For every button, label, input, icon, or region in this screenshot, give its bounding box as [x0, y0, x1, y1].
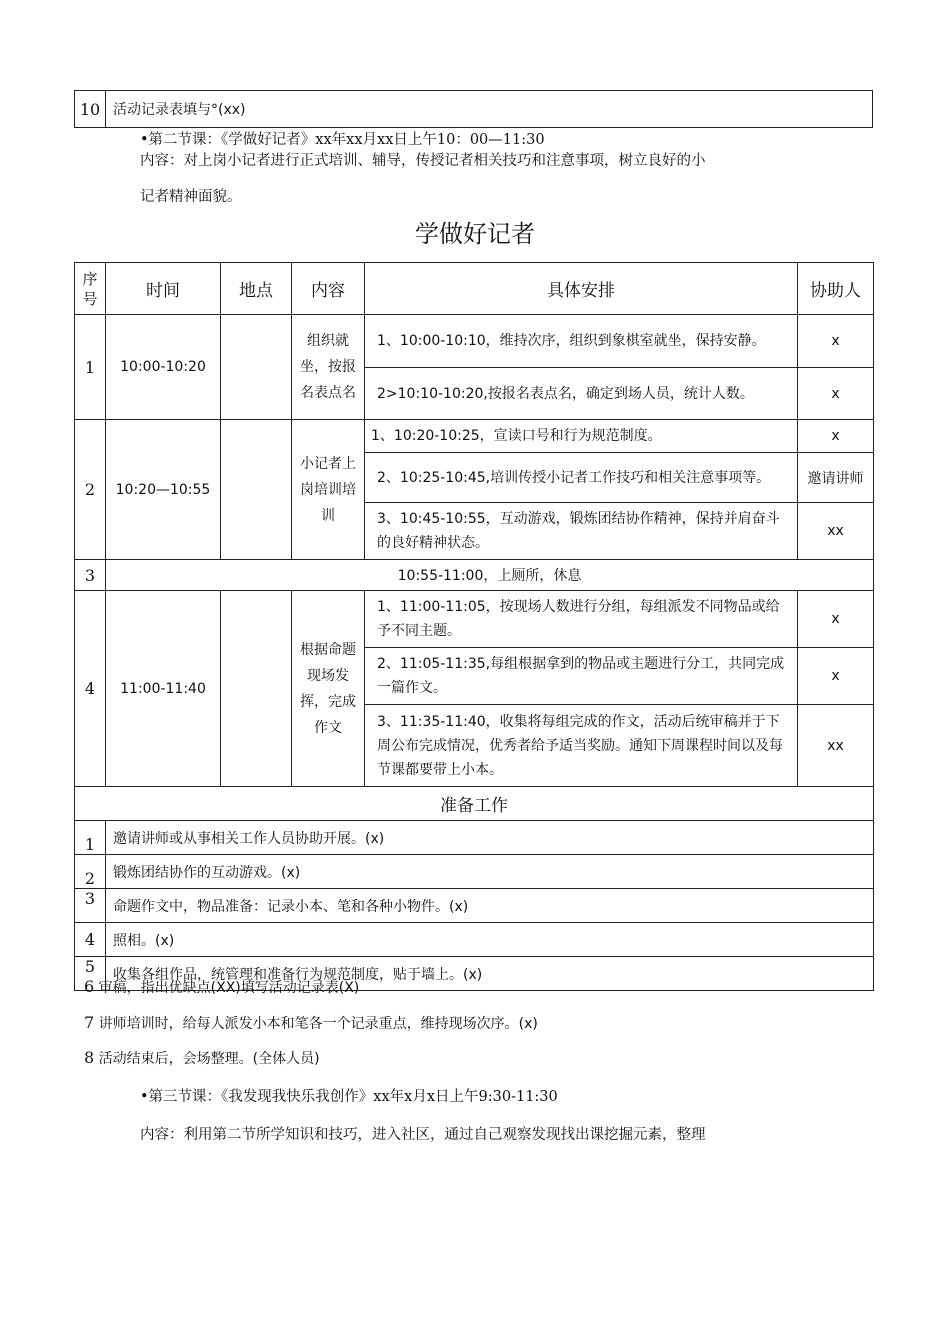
prep-title: 准备工作	[75, 787, 874, 821]
header-content: 内容	[292, 263, 365, 315]
group-time: 10:20—10:55	[106, 420, 221, 560]
group-place	[221, 315, 292, 420]
arrangement-item: 1、10:00-10:10，维持次序，组织到象棋室就坐，保持安静。	[365, 315, 798, 368]
group-place	[221, 591, 292, 787]
helper-cell: x	[798, 648, 874, 705]
header-no: 序号	[75, 263, 106, 315]
lesson3-content: 内容：利用第二节所学知识和技巧，进入社区，通过自己观察发现找出课挖掘元素，整理	[140, 1127, 706, 1143]
item-number: 7	[84, 1013, 95, 1032]
lesson3-line: •第三节课：《我发现我快乐我创作》xx年x月x日上午9:30-11:30	[140, 1089, 558, 1105]
helper-cell: 邀请讲师	[798, 453, 874, 503]
prep-text: 照相。(x)	[106, 923, 874, 957]
lesson2-content-2: 记者精神面貌。	[140, 189, 242, 205]
header-helper: 协助人	[798, 263, 874, 315]
prep-text: 邀请讲师或从事相关工作人员协助开展。(x)	[106, 821, 874, 855]
group-content: 根据命题现场发挥，完成作文	[292, 591, 365, 787]
item-number: 6	[84, 977, 95, 996]
group-place	[221, 420, 292, 560]
prep-number: 1	[75, 821, 106, 855]
header-row	[75, 263, 874, 315]
list-item	[75, 889, 874, 923]
item-text: 审稿，指出优缺点(XX)填写活动记录表(X)	[98, 980, 360, 996]
item-text: 活动结束后，会场整理。(全体人员)	[98, 1051, 320, 1067]
group-time: 10:00-10:20	[106, 315, 221, 420]
helper-cell: xx	[798, 503, 874, 560]
group-number: 2	[75, 420, 106, 560]
break-text: 10:55-11:00，上厕所，休息	[106, 560, 874, 591]
helper-cell: x	[798, 420, 874, 453]
table-row	[75, 420, 874, 453]
record-table-row10	[74, 90, 873, 128]
arrangement-item: 1、11:00-11:05，按现场人数进行分组，每组派发不同物品或给予不同主题。	[365, 591, 798, 648]
helper-cell: x	[798, 315, 874, 368]
arrangement-item: 3、11:35-11:40，收集将每组完成的作文，活动后统审稿并于下周公布完成情况，优秀者给予适当奖励。通知下周课程时间以及每节课都要带上小本。	[365, 705, 798, 787]
group-content: 组织就坐，按报名表点名	[292, 315, 365, 420]
item-number: 8	[84, 1048, 95, 1067]
group-number: 3	[75, 560, 106, 591]
schedule-table	[74, 262, 874, 991]
table-row	[75, 560, 874, 591]
list-item	[75, 821, 874, 855]
list-item	[84, 977, 359, 997]
prep-text: 命题作文中，物品准备：记录小本、笔和各种小物件。(x)	[106, 889, 874, 923]
group-number: 1	[75, 315, 106, 420]
prep-title-row	[75, 787, 874, 821]
prep-number: 5	[75, 957, 106, 991]
group-number: 4	[75, 591, 106, 787]
lesson2-content-1: 内容：对上岗小记者进行正式培训、辅导，传授记者相关技巧和注意事项，树立良好的小	[140, 153, 706, 169]
header-time: 时间	[106, 263, 221, 315]
prep-number: 2	[75, 855, 106, 889]
table-row	[75, 591, 874, 648]
prep-number: 3	[75, 889, 106, 923]
list-item	[75, 923, 874, 957]
arrangement-item: 2>10:10-10:20,按报名表点名，确定到场人员，统计人数。	[365, 368, 798, 420]
row-number: 10	[75, 91, 106, 128]
prep-number: 4	[75, 923, 106, 957]
group-time: 11:00-11:40	[106, 591, 221, 787]
arrangement-item: 3、10:45-10:55，互动游戏，锻炼团结协作精神，保持并肩奋斗的良好精神状态。	[365, 503, 798, 560]
prep-text: 收集各组作品，统管理和准备行为规范制度，贴于墙上。(x)	[106, 957, 874, 991]
prep-text: 锻炼团结协作的互动游戏。(x)	[106, 855, 874, 889]
list-item	[84, 1048, 320, 1068]
header-place: 地点	[221, 263, 292, 315]
row-text: 活动记录表填与°(xx)	[106, 91, 873, 128]
list-item	[84, 1013, 538, 1033]
helper-cell: x	[798, 368, 874, 420]
group-content: 小记者上岗培训培训	[292, 420, 365, 560]
item-text: 讲师培训时，给每人派发小本和笔各一个记录重点，维持现场次序。(x)	[98, 1016, 538, 1032]
header-arrangement: 具体安排	[365, 263, 798, 315]
helper-cell: xx	[798, 705, 874, 787]
list-item	[75, 855, 874, 889]
table-title: 学做好记者	[415, 220, 535, 248]
arrangement-item: 2、10:25-10:45,培训传授小记者工作技巧和相关注意事项等。	[365, 453, 798, 503]
table-row	[75, 315, 874, 368]
arrangement-item: 1、10:20-10:25，宣读口号和行为规范制度。	[365, 420, 798, 453]
lesson2-line: •第二节课：《学做好记者》xx年xx月xx日上午10：00—11:30	[140, 132, 545, 148]
helper-cell: x	[798, 591, 874, 648]
arrangement-item: 2、11:05-11:35,每组根据拿到的物品或主题进行分工，共同完成一篇作文。	[365, 648, 798, 705]
